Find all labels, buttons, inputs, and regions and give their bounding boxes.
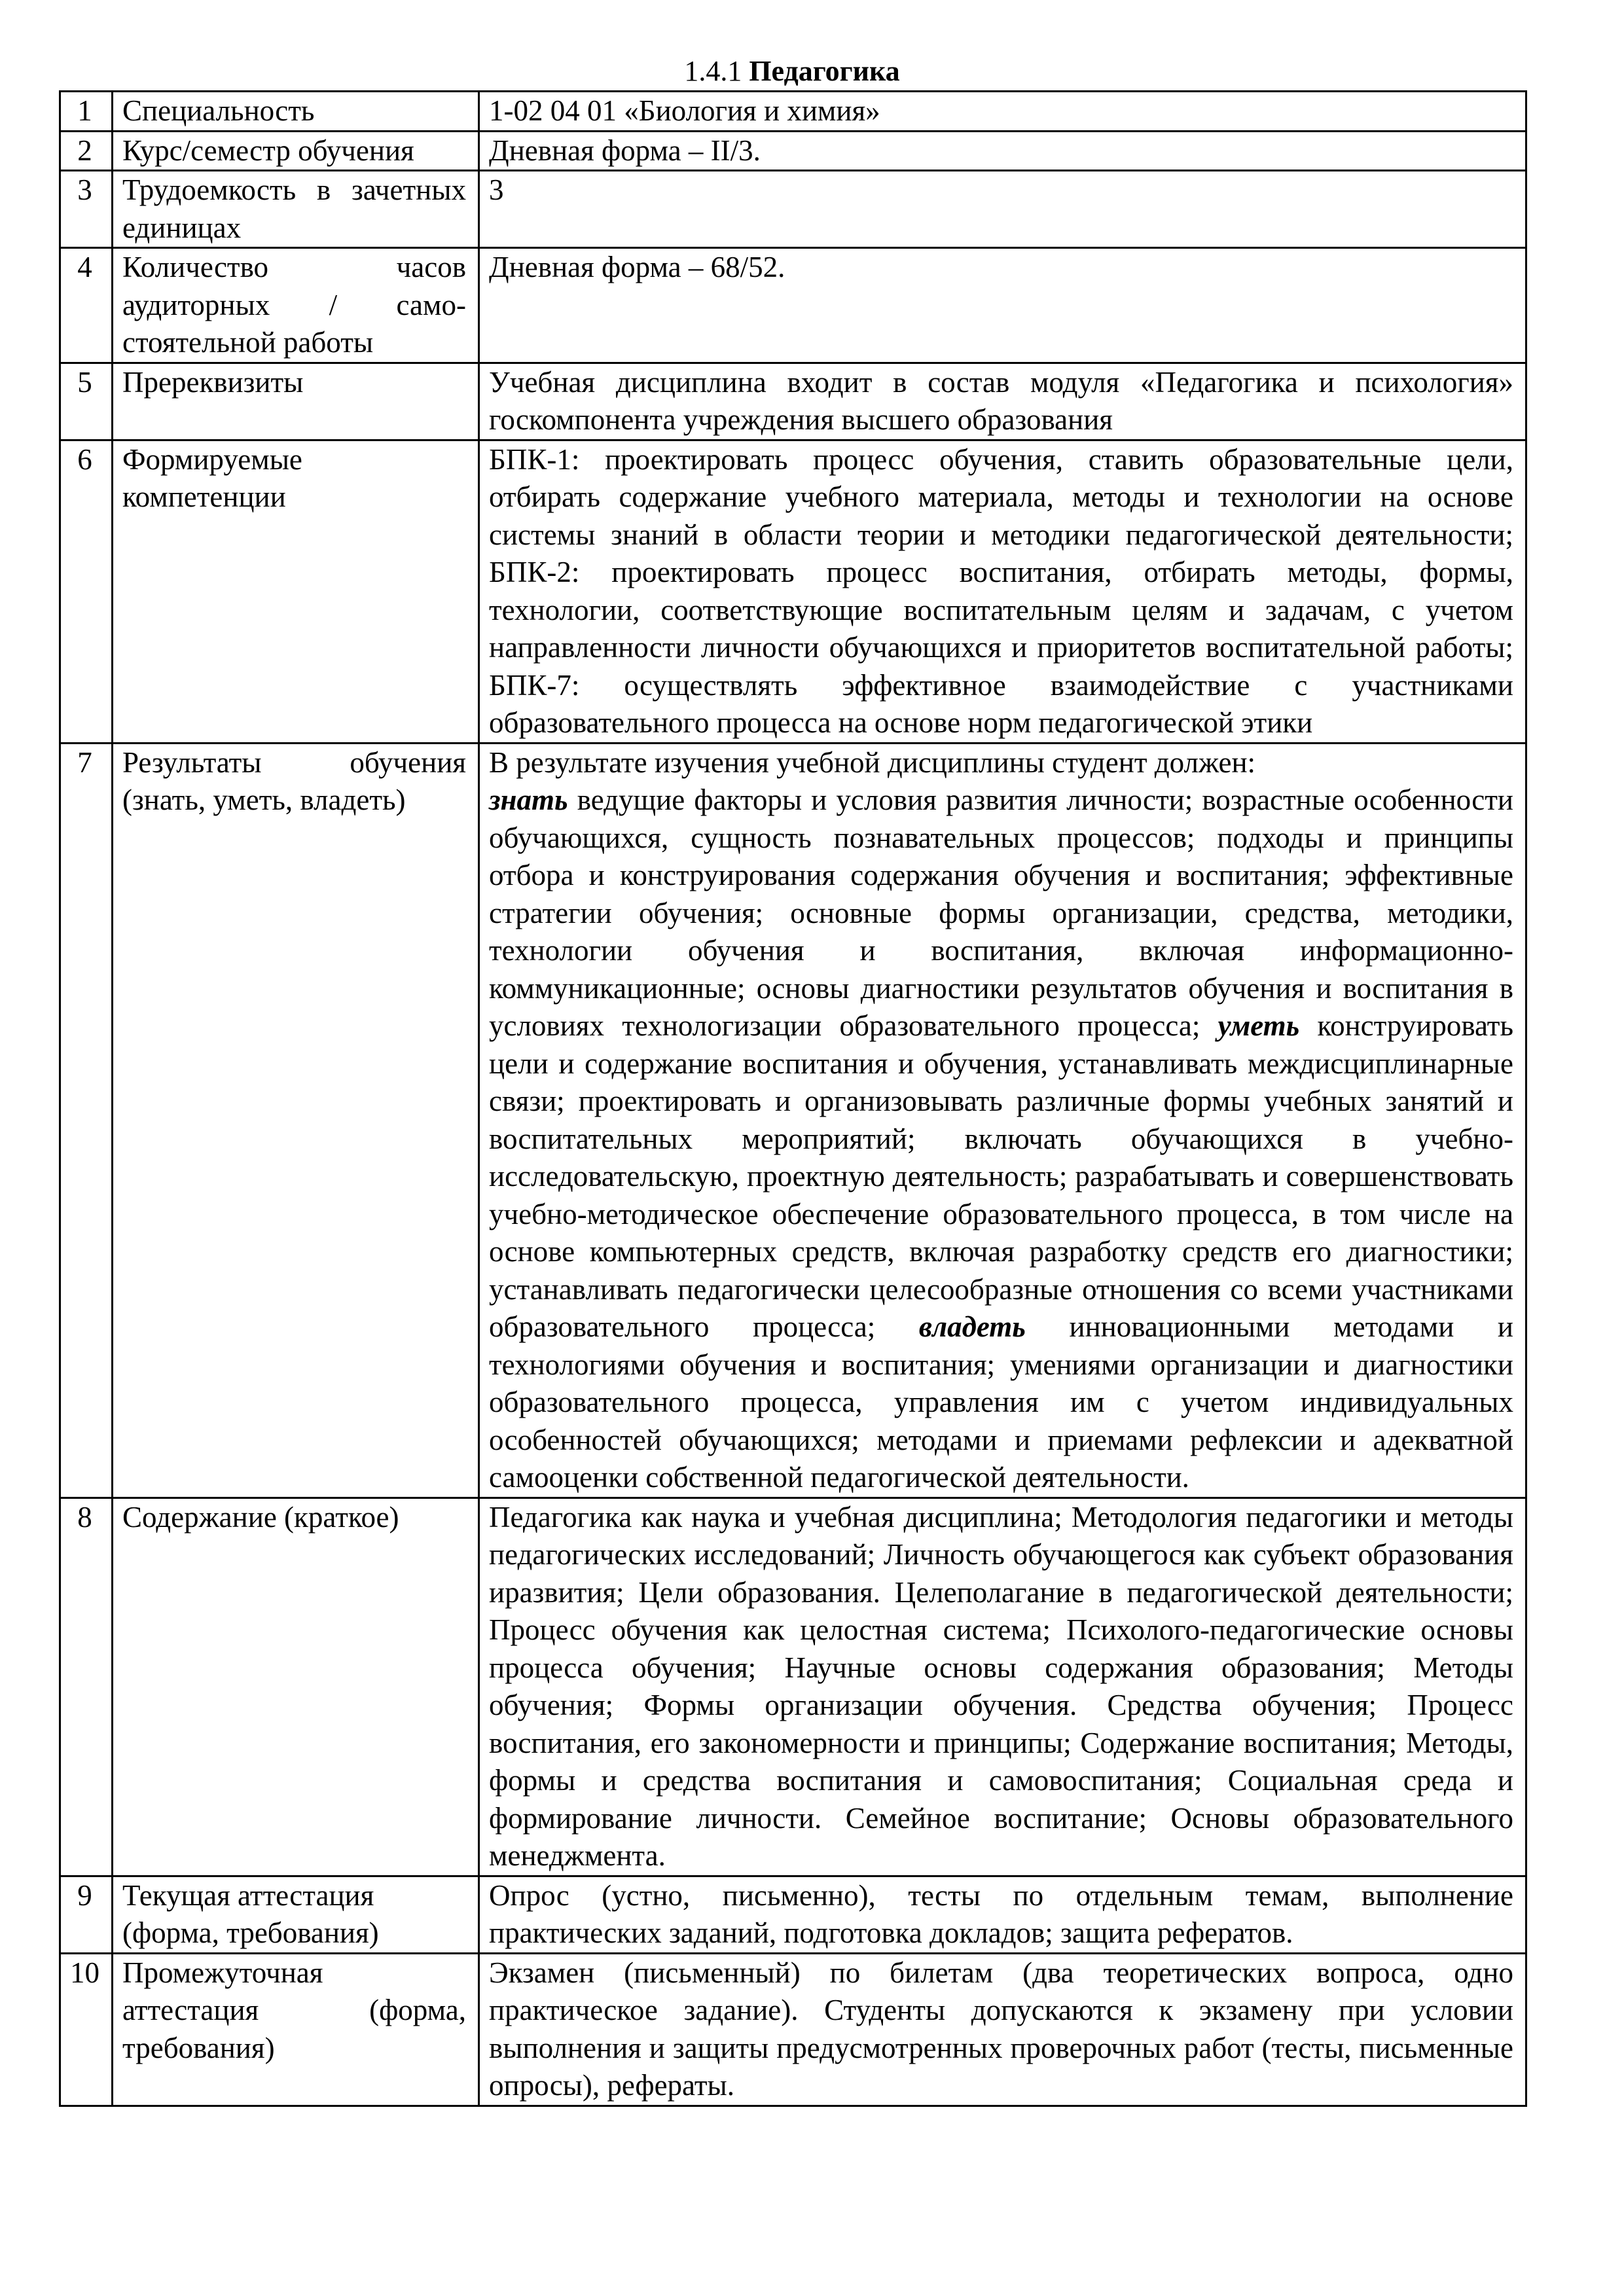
row-number: 8: [60, 1498, 113, 1876]
row-value-current-assessment: Опрос (устно, письменно), тесты по отдельным темам, выполнение практических заданий, подготовка докладов; защита рефератов.: [479, 1876, 1526, 1953]
row-label-prerequisites: Пререквизиты: [113, 363, 479, 440]
keyword-can: уметь: [1218, 1009, 1300, 1042]
row-value-credits: 3: [479, 171, 1526, 248]
section-name: Педагогика: [749, 55, 900, 87]
table-row: [60, 92, 1526, 132]
row-number: 10: [60, 1953, 113, 2106]
outcomes-own-text: инновационными методами и технологиями обучения и воспитания; умениями организации и диагностики образовательного процесса, управления им с учетом индивидуальных особенностей обучающихся; методами и приемами рефлексии и адекватной самооценки собственной педагогической деятельности.: [489, 1310, 1514, 1494]
row-number: 2: [60, 131, 113, 171]
row-number: 1: [60, 92, 113, 132]
row-label-course-semester: Курс/семестр обучения: [113, 131, 479, 171]
row-number: 5: [60, 363, 113, 440]
row-value-specialty: 1-02 04 01 «Биология и химия»: [479, 92, 1526, 132]
row-value-learning-outcomes: [479, 743, 1526, 1498]
table-row: [60, 248, 1526, 363]
document-page: [59, 52, 1525, 2107]
row-label-competencies: Формируемые компетенции: [113, 440, 479, 743]
outcomes-intro: В результате изучения учебной дисциплины студент должен:: [489, 745, 1256, 779]
keyword-own: владеть: [918, 1310, 1026, 1343]
row-label-interim-assessment: Промежуточная аттестация (форма, требования): [113, 1953, 479, 2106]
row-number: 4: [60, 248, 113, 363]
discipline-table: [59, 90, 1527, 2107]
row-value-prerequisites: Учебная дисциплина входит в состав модуля «Педагогика и психология» госкомпонента учреждения высшего образования: [479, 363, 1526, 440]
row-value-course-semester: Дневная форма – II/3.: [479, 131, 1526, 171]
table-row: [60, 1498, 1526, 1876]
row-value-interim-assessment: Экзамен (письменный) по билетам (два теоретических вопроса, одно практическое задание). Студенты допускаются к экзамену при условии выполнения и защиты предусмотренных проверочных работ (тесты, письменные опросы), рефераты.: [479, 1953, 1526, 2106]
row-label-hours: Количество часов аудиторных / само-стоятельной работы: [113, 248, 479, 363]
row-label-current-assessment: Текущая аттестация (форма, требования): [113, 1876, 479, 1953]
row-value-competencies: БПК-1: проектировать процесс обучения, ставить образовательные цели, отбирать содержание учебного материала, методы и технологии на основе системы знаний в области теории и методики педагогической деятельности; БПК-2: проектировать процесс воспитания, отбирать методы, формы, технологии, соответствующие воспитательным целям и задачам, с учетом направленности личности обучающихся и приоритетов воспитательной работы; БПК-7: осуществлять эффективное взаимодействие с участниками образовательного процесса на основе норм педагогической этики: [479, 440, 1526, 743]
table-row: [60, 131, 1526, 171]
table-row: [60, 1953, 1526, 2106]
table-row: [60, 171, 1526, 248]
outcomes-know-text: ведущие факторы и условия развития личности; возрастные особенности обучающихся, сущность познавательных процессов; подходы и принципы отбора и конструирования содержания обучения и воспитания; эффективные стратегии обучения; основные формы организации, средства, методики, технологии обучения и воспитания, включая информационно-коммуникационные; основы диагностики результатов обучения и воспитания в условиях технологизации образовательного процесса;: [489, 783, 1513, 1042]
row-label-learning-outcomes: Результаты обучения (знать, уметь, владеть): [113, 743, 479, 1498]
row-number: 6: [60, 440, 113, 743]
row-value-content: Педагогика как наука и учебная дисциплина; Методология педагогики и методы педагогических исследований; Личность обучающегося как субъект образования иразвития; Цели образования. Целеполагание в педагогической деятельности; Процесс обучения как целостная система; Психолого-педагогические основы процесса обучения; Научные основы содержания образования; Методы обучения; Формы организации обучения. Средства обучения; Процесс воспитания, его закономерности и принципы; Содержание воспитания; Методы, формы и средства воспитания и самовоспитания; Социальная среда и формирование личности. Семейное воспитание; Основы образовательного менеджмента.: [479, 1498, 1526, 1876]
section-number: 1.4.1: [684, 55, 742, 87]
table-row: [60, 1876, 1526, 1953]
table-row: [60, 363, 1526, 440]
table-row: [60, 440, 1526, 743]
row-number: 7: [60, 743, 113, 1498]
keyword-know: знать: [489, 783, 568, 816]
row-value-hours: Дневная форма – 68/52.: [479, 248, 1526, 363]
section-title: [59, 52, 1525, 90]
table-row: [60, 743, 1526, 1498]
row-number: 3: [60, 171, 113, 248]
row-number: 9: [60, 1876, 113, 1953]
row-label-credits: Трудоемкость в зачетных единицах: [113, 171, 479, 248]
row-label-content: Содержание (краткое): [113, 1498, 479, 1876]
row-label-specialty: Специальность: [113, 92, 479, 132]
outcomes-can-text: конструировать цели и содержание воспитания и обучения, устанавливать междисциплинарные связи; проектировать и организовывать различные формы учебных занятий и воспитательных мероприятий; включать обучающихся в учебно-исследовательскую, проектную деятельность; разрабатывать и совершенствовать учебно-методическое обеспечение образовательного процесса, в том числе на основе компьютерных средств, включая разработку средств его диагностики; устанавливать педагогически целесообразные отношения со всеми участниками образовательного процесса;: [489, 1009, 1513, 1343]
